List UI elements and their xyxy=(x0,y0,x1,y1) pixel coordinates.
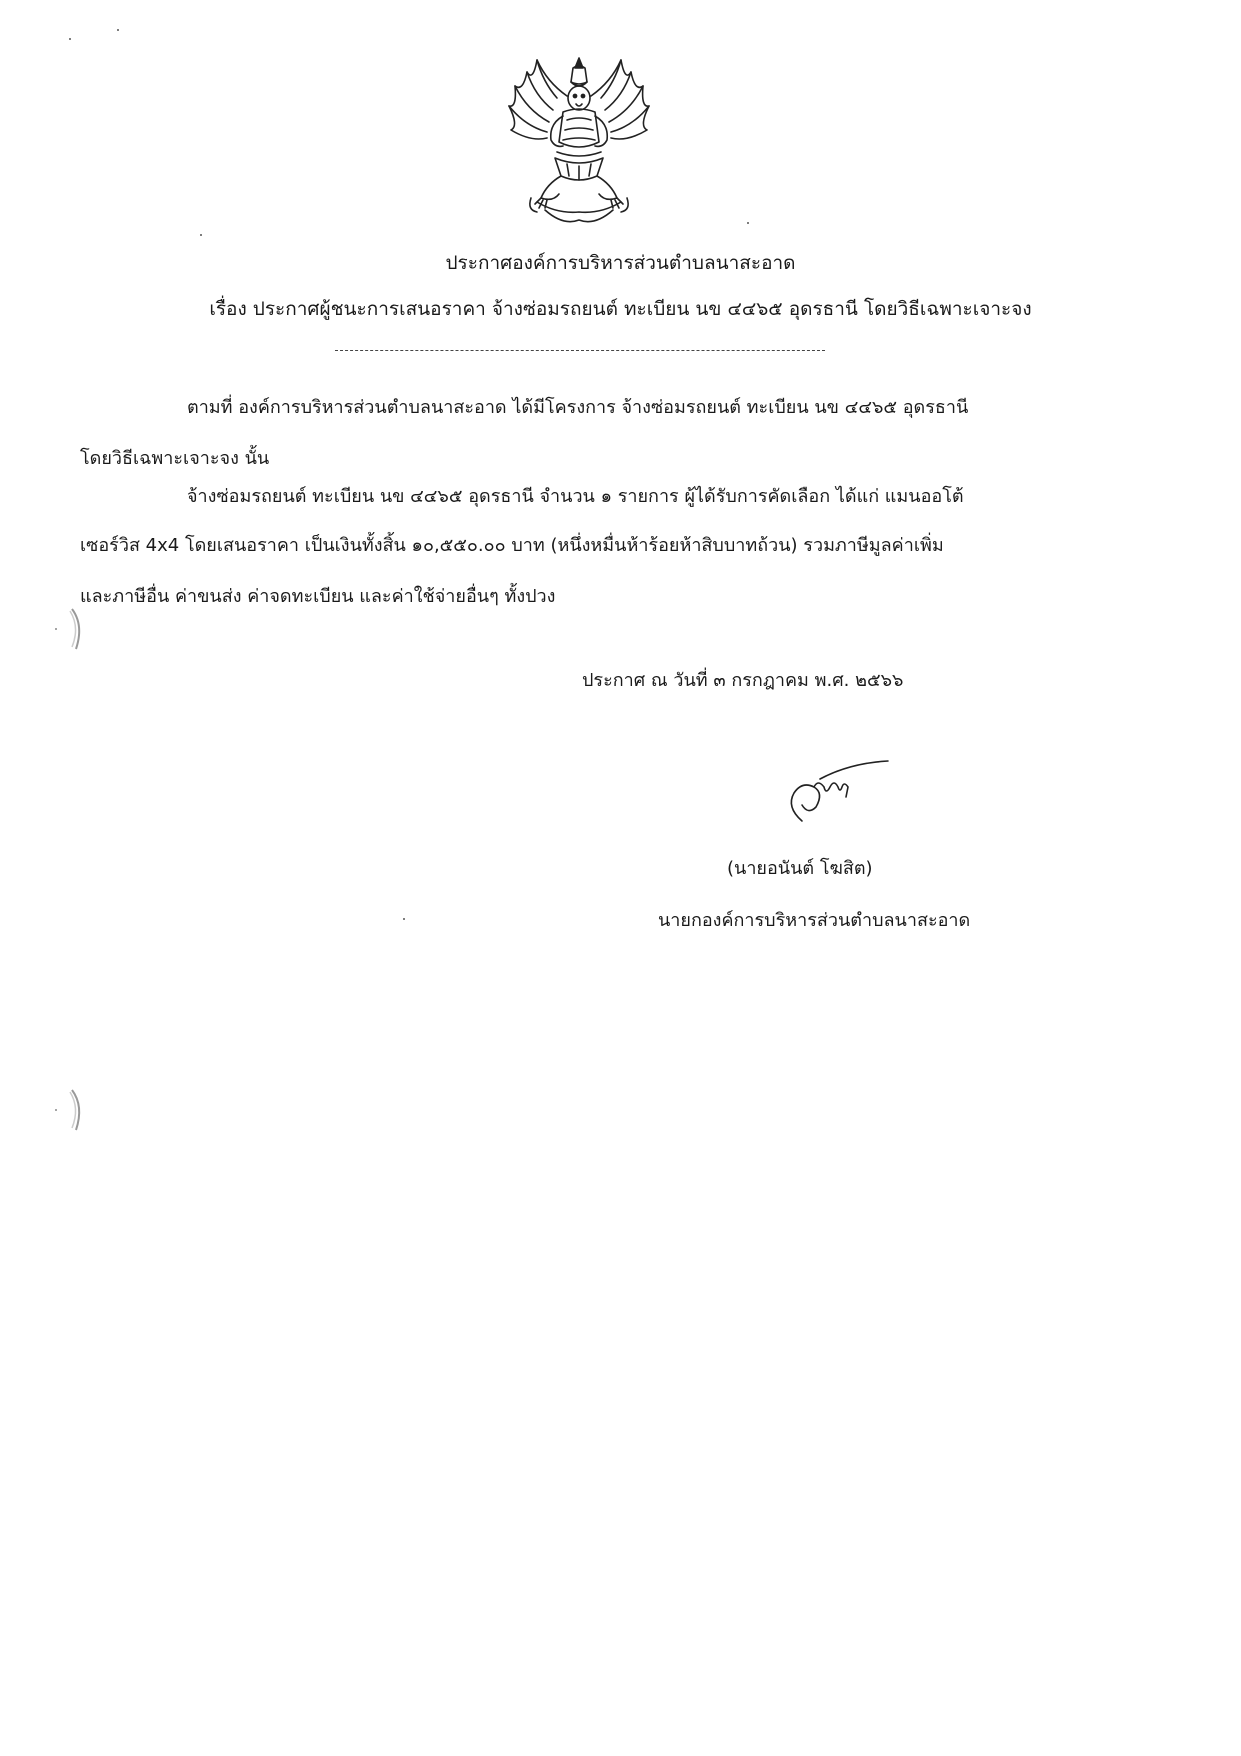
garuda-emblem-icon xyxy=(497,52,662,230)
title-divider xyxy=(335,350,825,351)
paragraph-2-line-1: จ้างซ่อมรถยนต์ ทะเบียน นข ๔๔๖๕ อุดรธานี จำนวน ๑ รายการ ผู้ได้รับการคัดเลือก ได้แก่ แมนออโต้ xyxy=(187,486,964,507)
paragraph-2-line-3: และภาษีอื่น ค่าขนส่ง ค่าจดทะเบียน และค่าใช้จ่ายอื่นๆ ทั้งปวง xyxy=(80,586,556,607)
announcement-subject: เรื่อง ประกาศผู้ชนะการเสนอราคา จ้างซ่อมรถยนต์ ทะเบียน นข ๔๔๖๕ อุดรธานี โดยวิธีเฉพาะเจาะจง xyxy=(209,298,1032,320)
handwritten-signature xyxy=(780,757,900,827)
signatory-name: (นายอนันต์ โฆสิต) xyxy=(727,858,873,879)
signatory-position: นายกองค์การบริหารส่วนตำบลนาสะอาด xyxy=(658,910,971,931)
paragraph-2-line-2: เซอร์วิส 4x4 โดยเสนอราคา เป็นเงินทั้งสิ้น ๑๐,๕๕๐.๐๐ บาท (หนึ่งหมื่นห้าร้อยห้าสิบบาทถ้วน) รวมภาษีมูลค่าเพิ่ม xyxy=(80,535,944,556)
punch-hole-mark xyxy=(50,1086,90,1136)
paragraph-1-line-2: โดยวิธีเฉพาะเจาะจง นั้น xyxy=(80,448,270,469)
announcement-issuer: ประกาศองค์การบริหารส่วนตำบลนาสะอาด xyxy=(445,252,796,274)
paragraph-1-line-1: ตามที่ องค์การบริหารส่วนตำบลนาสะอาด ได้มีโครงการ จ้างซ่อมรถยนต์ ทะเบียน นข ๔๔๖๕ อุดรธานี xyxy=(187,397,969,418)
issue-date: ประกาศ ณ วันที่ ๓ กรกฎาคม พ.ศ. ๒๕๖๖ xyxy=(582,670,904,691)
punch-hole-mark xyxy=(50,605,90,655)
